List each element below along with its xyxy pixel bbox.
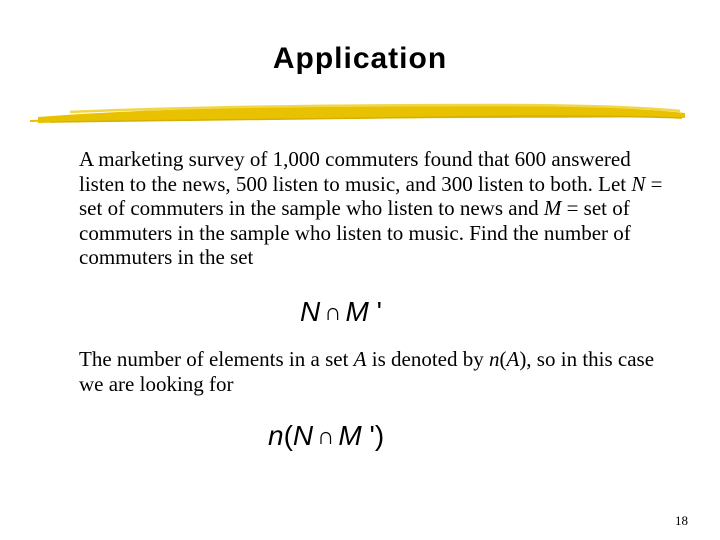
notation-paren-open: ( bbox=[499, 347, 507, 371]
formula-set-m: M bbox=[345, 296, 369, 327]
set-n-variable: N bbox=[631, 171, 646, 196]
set-m-variable: M bbox=[543, 196, 562, 220]
set-a-variable: A bbox=[353, 347, 367, 371]
n-function: n bbox=[488, 347, 500, 371]
complement-prime-2: ' bbox=[361, 420, 375, 451]
formula2-set-m: M bbox=[338, 420, 362, 451]
formula-cardinality bbox=[268, 420, 384, 452]
set-a-argument: A bbox=[506, 347, 520, 371]
problem-statement bbox=[79, 147, 679, 270]
problem-text-3: = set of commuters in the sample who listen to music. Find the number of commuters in the set bbox=[79, 196, 631, 269]
problem-text-1: A marketing survey of 1,000 commuters found that 600 answered listen to the news, 500 listen to music, and 300 listen to both. Let bbox=[79, 147, 632, 196]
complement-prime: ' bbox=[368, 296, 382, 327]
formula2-set-n: N bbox=[292, 420, 314, 451]
title-underline-brush bbox=[30, 96, 690, 128]
notation-explanation bbox=[79, 347, 679, 396]
formula-close-paren: ) bbox=[374, 420, 385, 451]
notation-text-2: is denoted by bbox=[366, 347, 489, 371]
intersection-symbol-2: ∩ bbox=[317, 423, 335, 450]
intersection-symbol: ∩ bbox=[324, 299, 342, 326]
formula-n-function: n bbox=[268, 420, 284, 451]
formula-set-n: N bbox=[300, 296, 321, 327]
formula-intersection bbox=[300, 296, 382, 328]
problem-text-2: = set of commuters in the sample who listen to news and bbox=[79, 171, 663, 220]
notation-text-3: ), so in this case we are looking for bbox=[79, 347, 655, 396]
formula-open-paren: ( bbox=[283, 420, 293, 451]
page-number: 18 bbox=[675, 513, 688, 528]
notation-text-1: The number of elements in a set bbox=[79, 347, 354, 371]
slide-title: Application bbox=[272, 42, 448, 75]
